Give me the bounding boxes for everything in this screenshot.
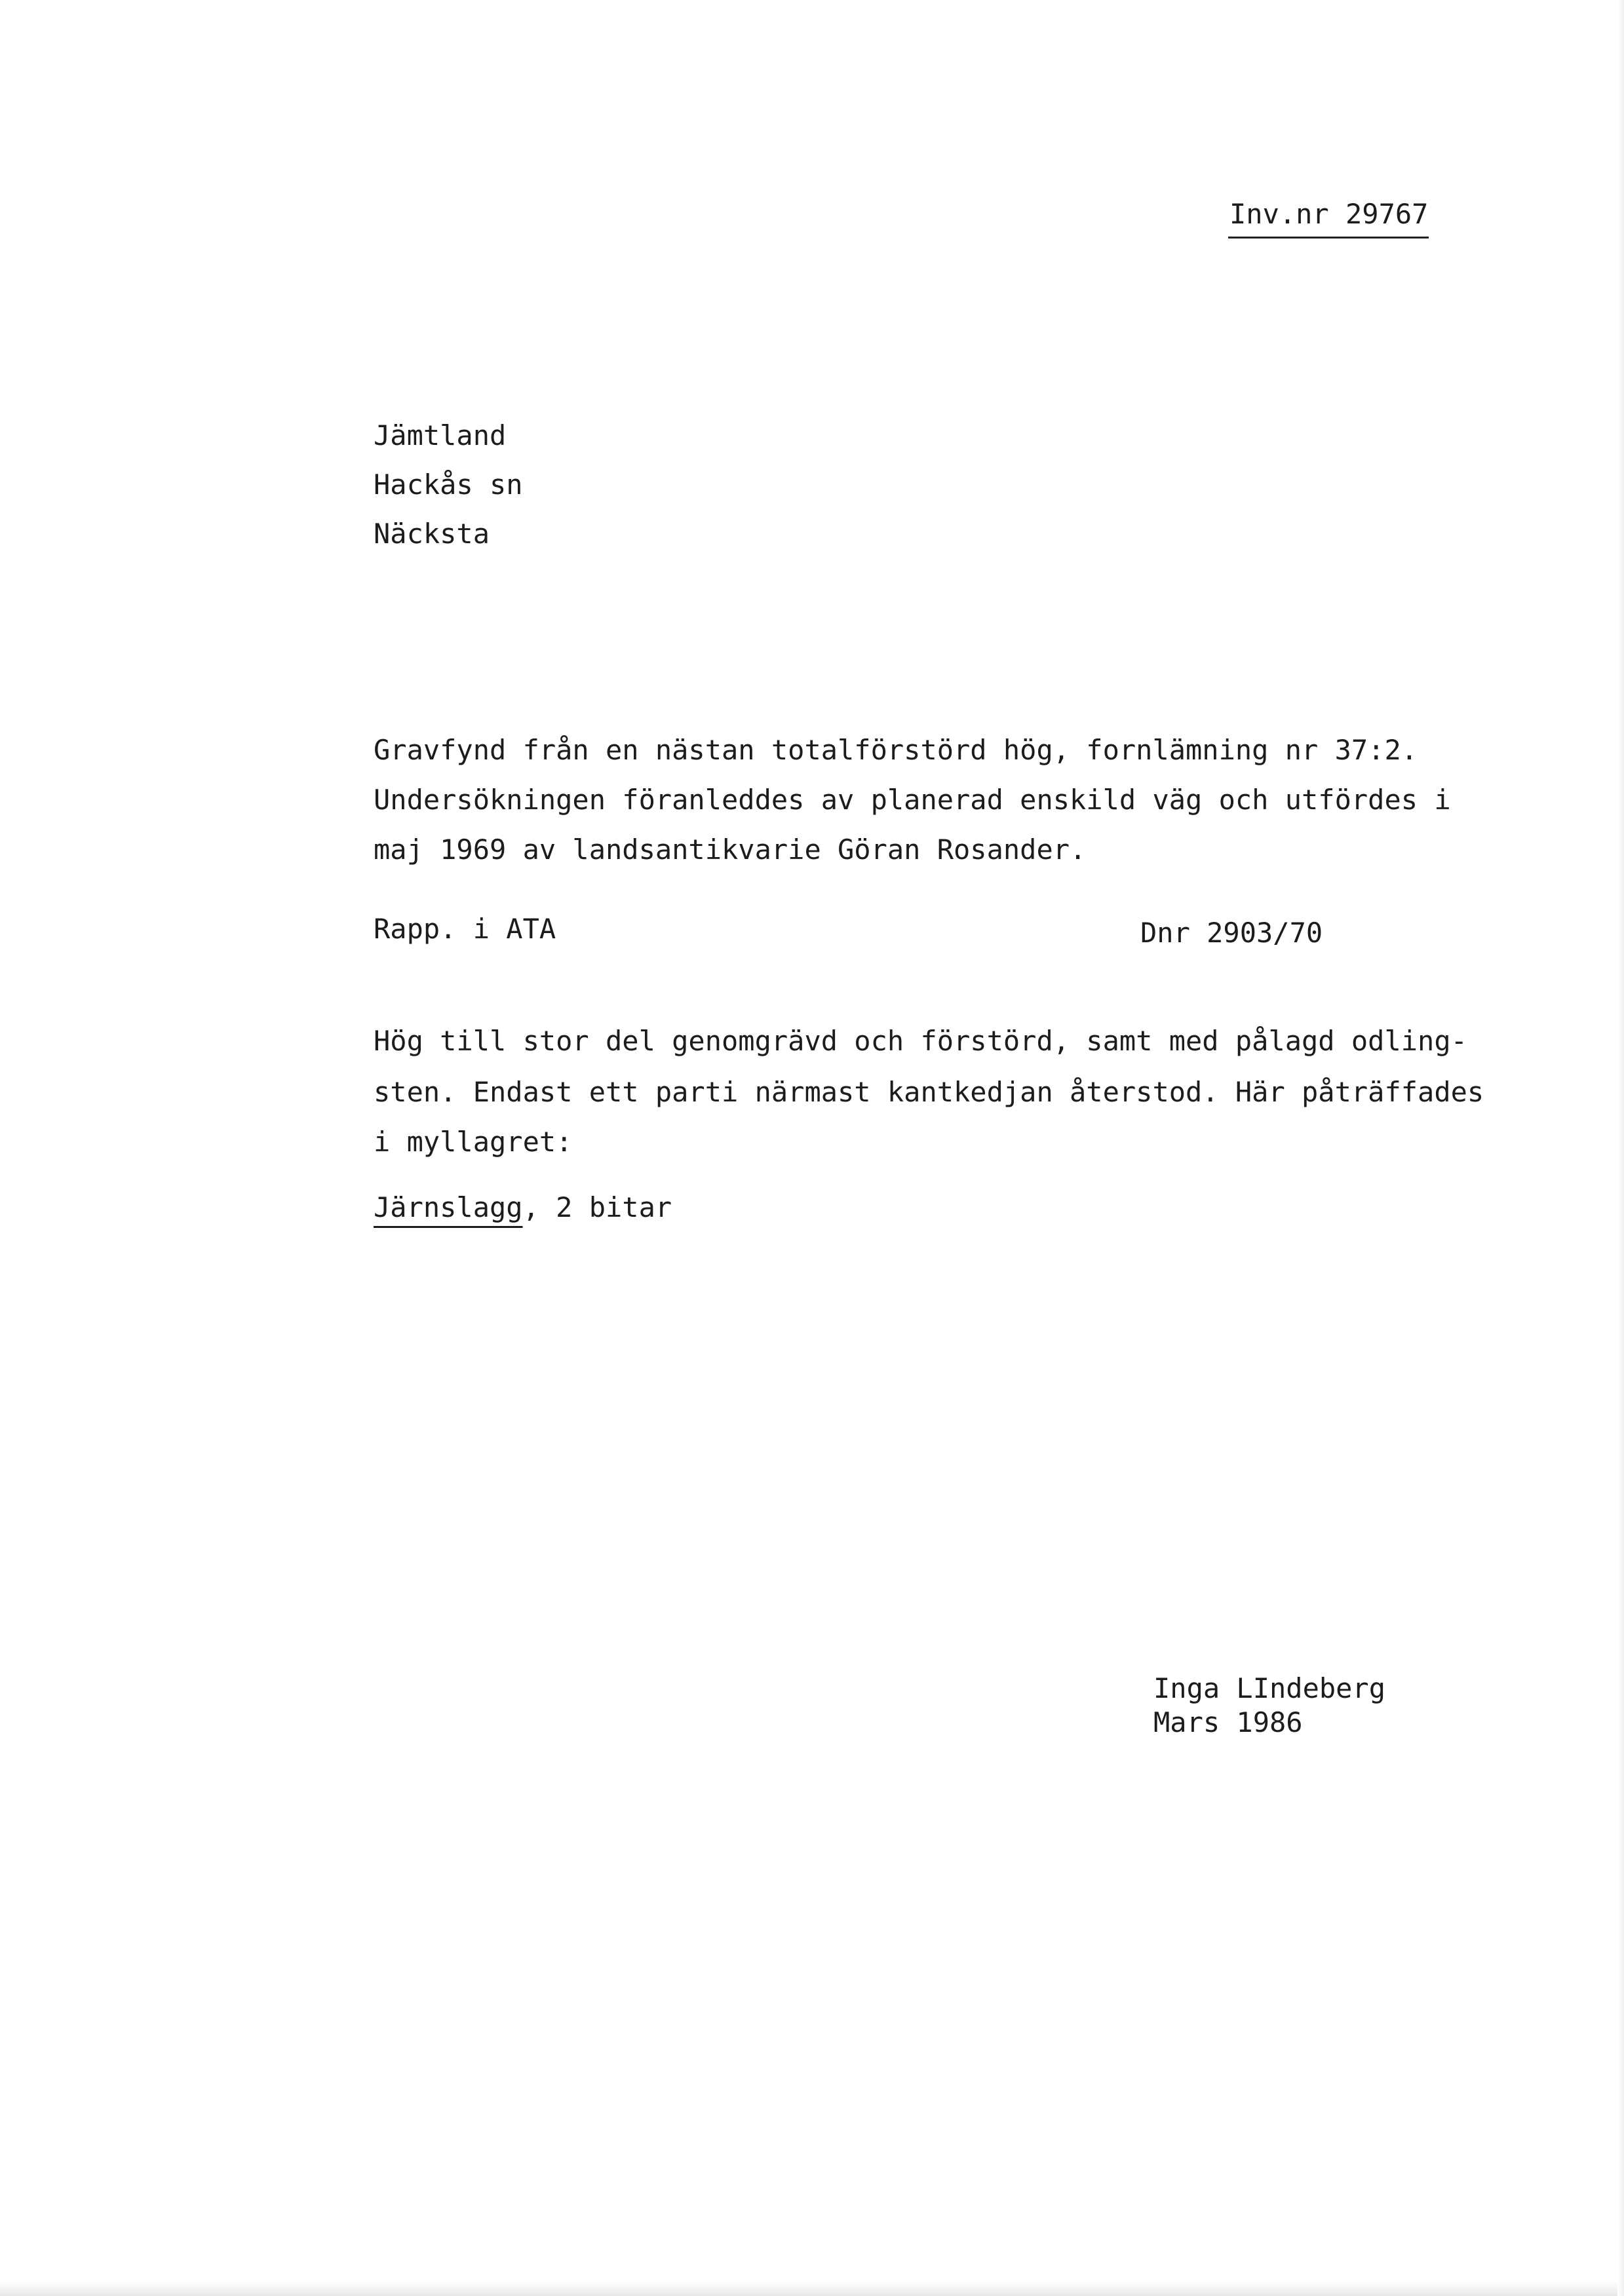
report-reference: Rapp. i ATA [374, 913, 556, 945]
signature-date: Mars 1986 [1153, 1706, 1303, 1738]
county: Jämtland [374, 419, 507, 451]
description-line-1: Gravfynd från en nästan totalförstörd hög, fornlämning nr 37:2. [374, 734, 1418, 766]
findings-line-2: sten. Endast ett parti närmast kantkedjan återstod. Här påträffades [374, 1076, 1484, 1108]
dnr-reference: Dnr 2903/70 [1140, 917, 1323, 949]
inventory-number: Inv.nr 29767 [1229, 198, 1429, 230]
find-item [374, 1191, 672, 1223]
description-line-2: Undersökningen föranleddes av planerad enskild väg och utfördes i [374, 784, 1451, 816]
scan-edge-right-shadow [1617, 0, 1624, 2296]
place: Näcksta [374, 518, 490, 550]
findings-line-1: Hög till stor del genomgrävd och förstörd, samt med pålagd odling- [374, 1025, 1467, 1057]
description-line-3: maj 1969 av landsantikvarie Göran Rosander. [374, 833, 1087, 866]
find-item-name: Järnslagg [374, 1191, 523, 1223]
inventory-underline [1228, 237, 1429, 239]
findings-line-3: i myllagret: [374, 1126, 573, 1158]
scan-edge-shadow [0, 2282, 1624, 2296]
find-item-detail: , 2 bitar [522, 1191, 672, 1223]
signature-name: Inga LIndeberg [1153, 1672, 1386, 1704]
parish: Hackås sn [374, 469, 523, 501]
